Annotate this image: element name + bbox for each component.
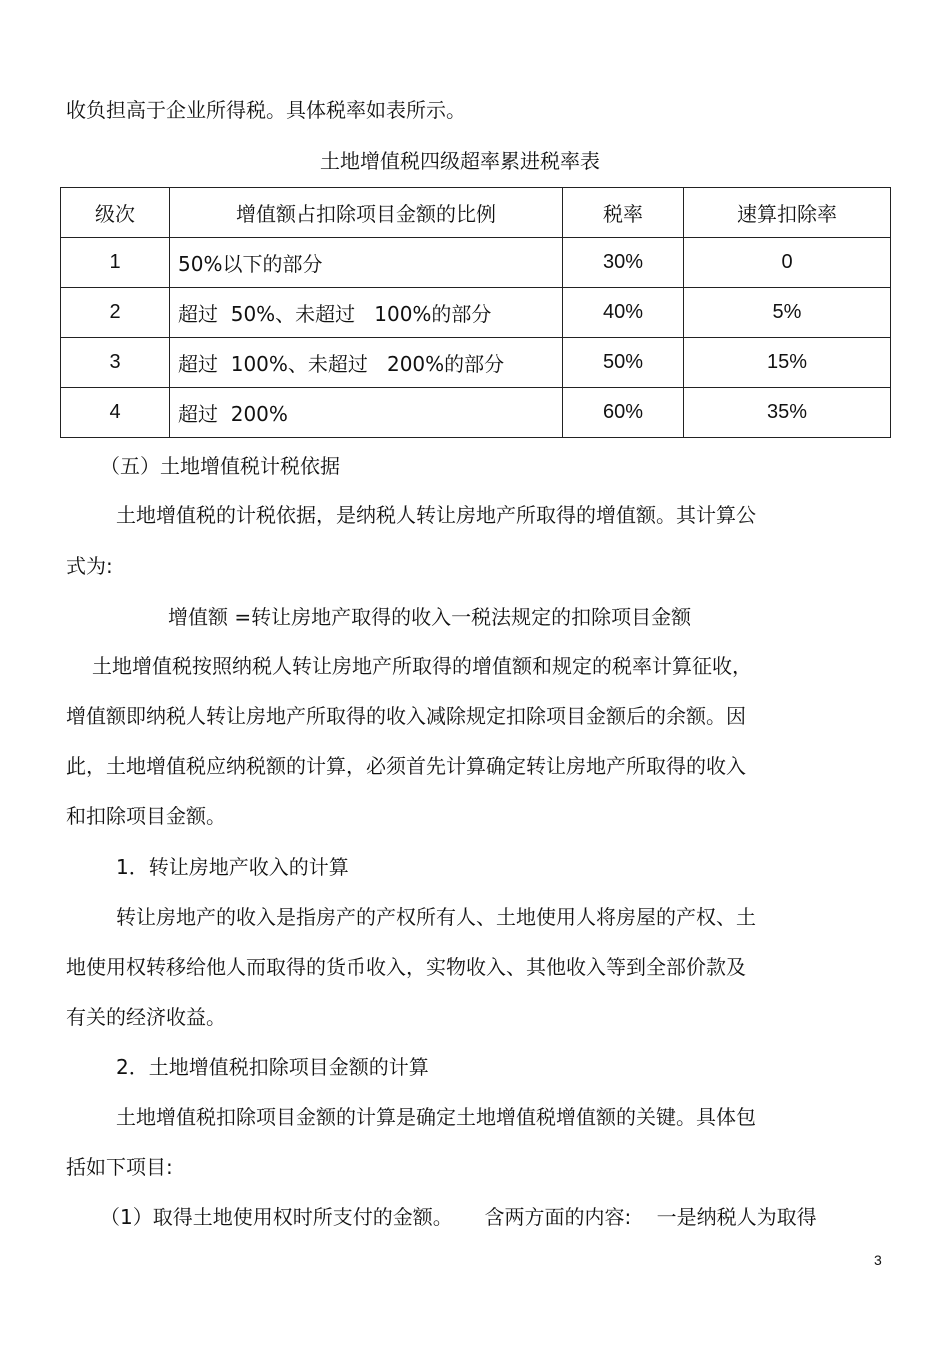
paragraph-line: 和扣除项目金额。 xyxy=(66,804,226,828)
item-heading: 1．转让房地产收入的计算 xyxy=(116,855,349,879)
paragraph-line: 式为: xyxy=(66,554,113,578)
header-quick-deduction: 速算扣除率 xyxy=(684,188,891,238)
paragraph-line: 此，土地增值税应纳税额的计算，必须首先计算确定转让房地产所取得的收入 xyxy=(66,754,746,778)
cell-quick-deduction: 0 xyxy=(684,238,891,288)
section-heading: （五）土地增值税计税依据 xyxy=(100,454,340,478)
paragraph-line: 括如下项目: xyxy=(66,1155,173,1179)
paragraph-line: 土地增值税按照纳税人转让房地产所取得的增值额和规定的税率计算征收， xyxy=(92,654,752,678)
cell-rate: 30% xyxy=(563,238,684,288)
cell-rate: 50% xyxy=(563,338,684,388)
header-rate: 税率 xyxy=(563,188,684,238)
table-row xyxy=(61,388,891,438)
header-level: 级次 xyxy=(61,188,170,238)
paragraph-line: （1）取得土地使用权时所支付的金额。 含两方面的内容: 一是纳税人为取得 xyxy=(100,1205,817,1229)
cell-level: 4 xyxy=(61,388,170,438)
paragraph-line: 土地增值税的计税依据，是纳税人转让房地产所取得的增值额。其计算公 xyxy=(116,503,756,527)
cell-ratio: 超过 200% xyxy=(170,388,563,438)
paragraph-line: 地使用权转移给他人而取得的货币收入，实物收入、其他收入等到全部价款及 xyxy=(66,955,746,979)
cell-quick-deduction: 35% xyxy=(684,388,891,438)
cell-ratio: 超过 50%、未超过 100%的部分 xyxy=(170,288,563,338)
cell-rate: 60% xyxy=(563,388,684,438)
cell-quick-deduction: 5% xyxy=(684,288,891,338)
table-title: 土地增值税四级超率累进税率表 xyxy=(320,149,600,173)
table-header-row xyxy=(61,188,891,238)
paragraph-line: 转让房地产的收入是指房产的产权所有人、土地使用人将房屋的产权、土 xyxy=(116,905,756,929)
table-row xyxy=(61,288,891,338)
paragraph-line: 土地增值税扣除项目金额的计算是确定土地增值税增值额的关键。具体包 xyxy=(116,1105,756,1129)
table-row xyxy=(61,238,891,288)
paragraph-line: 增值额即纳税人转让房地产所取得的收入减除规定扣除项目金额后的余额。因 xyxy=(66,704,746,728)
intro-line: 收负担高于企业所得税。具体税率如表所示。 xyxy=(66,98,466,122)
cell-ratio: 50%以下的部分 xyxy=(170,238,563,288)
page-number: 3 xyxy=(874,1252,882,1268)
cell-level: 1 xyxy=(61,238,170,288)
cell-quick-deduction: 15% xyxy=(684,338,891,388)
table-row xyxy=(61,338,891,388)
cell-ratio: 超过 100%、未超过 200%的部分 xyxy=(170,338,563,388)
paragraph-line: 有关的经济收益。 xyxy=(66,1005,226,1029)
cell-rate: 40% xyxy=(563,288,684,338)
item-heading: 2．土地增值税扣除项目金额的计算 xyxy=(116,1055,429,1079)
cell-level: 3 xyxy=(61,338,170,388)
tax-rate-table xyxy=(60,187,891,438)
formula: 增值额 =转让房地产取得的收入一税法规定的扣除项目金额 xyxy=(168,605,692,629)
header-ratio: 增值额占扣除项目金额的比例 xyxy=(170,188,563,238)
cell-level: 2 xyxy=(61,288,170,338)
